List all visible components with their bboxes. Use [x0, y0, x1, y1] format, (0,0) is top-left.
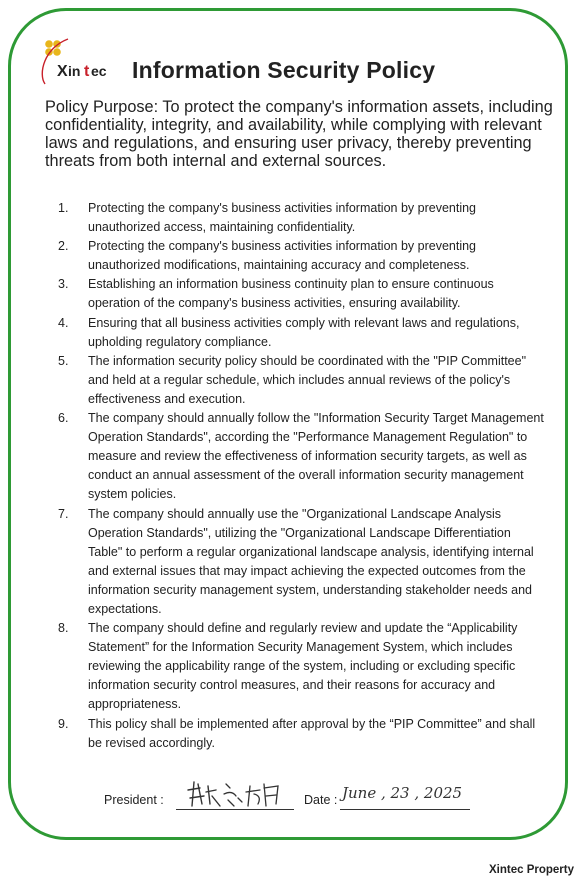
president-signature [186, 778, 291, 810]
policy-item-number: 5. [58, 353, 69, 368]
svg-text:in: in [68, 63, 81, 79]
document-title: Information Security Policy [132, 57, 436, 83]
policy-item-text: The information security policy should be coordinated with the "PIP Committee" and held at a regular schedule, which includes annual reviews of the policy's effectiveness and execution. [88, 353, 527, 406]
policy-item-text: The company should define and regularly review and update the “Applicability Statement” for the Information Security Management System, which includes reviewing the applicability range of the system, including or excluding specific information security control measures, and their reasons for accuracy and appropriateness. [88, 621, 518, 712]
policy-item-number: 7. [58, 506, 69, 521]
date-value: June , 23 , 2025 [342, 784, 463, 802]
signature-row [104, 778, 504, 818]
policy-item [58, 409, 548, 504]
policy-item [58, 352, 548, 409]
svg-text:ec: ec [91, 63, 107, 79]
xintec-logo-icon [36, 34, 124, 90]
date-signature-line [340, 808, 470, 810]
policy-item-number: 1. [58, 201, 69, 215]
policy-item-text: Protecting the company's business activities information by preventing unauthorized access, maintaining confidentiality. [88, 201, 477, 235]
policy-item-text: This policy shall be implemented after approval by the “PIP Committee” and shall be revised accordingly. [88, 716, 536, 750]
president-label: President : [104, 793, 164, 807]
policy-item [58, 715, 548, 753]
policy-purpose: Policy Purpose: To protect the company's information assets, including confidentiality, integrity, and availability, while complying with relevant laws and regulations, and ensuring user privacy, thereby preventing threats from both internal and external sources. [45, 98, 553, 170]
policy-item [58, 505, 548, 620]
policy-item-number: 3. [58, 277, 69, 292]
policy-item [58, 314, 548, 352]
footer-text: Xintec Property [489, 864, 574, 876]
policy-item-number: 8. [58, 621, 69, 636]
policy-item-number: 9. [58, 716, 69, 731]
policy-item-text: Establishing an information business continuity plan to ensure continuous operation of the company's business activities, ensuring availability. [88, 277, 494, 311]
policy-item-text: Ensuring that all business activities comply with relevant laws and regulations, upholding regulatory compliance. [88, 315, 520, 349]
policy-item [58, 237, 548, 275]
policy-item [58, 619, 548, 714]
date-label: Date : [304, 793, 338, 807]
policy-item-text: The company should annually follow the "Information Security Target Management Operation Standards", according the "Performance Management Regulation" to measure and review the effectiveness of information security targets, as well as conduct an annual assessment of the overall information security management system policies. [88, 411, 544, 502]
svg-text:X: X [57, 63, 68, 80]
svg-text:t: t [84, 63, 90, 80]
policy-item-text: Protecting the company's business activities information by preventing unauthorized modifications, maintaining accuracy and completeness. [88, 239, 477, 273]
policy-item-number: 6. [58, 411, 69, 426]
policy-item [58, 199, 548, 237]
policy-item [58, 275, 548, 313]
policy-list [58, 199, 548, 753]
policy-item-text: The company should annually use the "Organizational Landscape Analysis Operation Standards", utilizing the "Organizational Landscape Differentiation Table" to perform a regular organizational landscape analysis, identifying internal and external issues that may impact achieving the expected outcomes from the information security management system, understanding stakeholder needs and expectations. [88, 506, 534, 616]
policy-item-number: 4. [58, 315, 69, 330]
policy-item-number: 2. [58, 239, 69, 254]
